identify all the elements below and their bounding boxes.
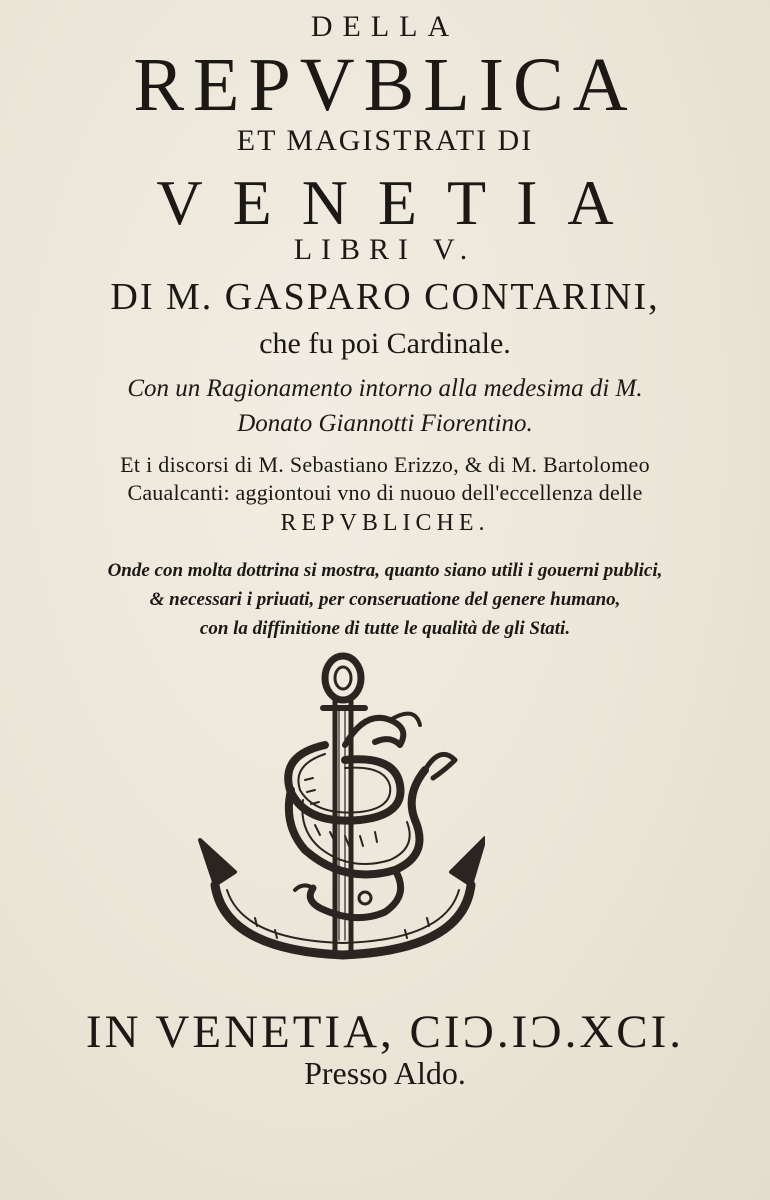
- author-line: DI M. GASPARO CONTARINI,: [110, 276, 660, 318]
- aldine-anchor-and-dolphin-icon: [195, 650, 485, 1005]
- title-line-venetia: VENETIA: [156, 167, 644, 238]
- onde-line-2: & necessari i priuati, per conseruatione del genere humano,: [149, 589, 621, 610]
- onde-line-3: con la diffinitione di tutte le qualità de gli Stati.: [199, 618, 571, 639]
- discorsi-line-2: Caualcanti: aggiontoui vno di nuouo dell'eccellenza delle: [127, 480, 643, 505]
- title-line-et-magistrati: ET MAGISTRATI DI: [236, 124, 534, 157]
- repubbliche-line: REPVBLICHE.: [280, 510, 490, 536]
- printer-line: Presso Aldo.: [304, 1055, 466, 1091]
- ragionamento-line-1: Con un Ragionamento intorno alla medesima di M.: [127, 375, 643, 402]
- onde-line-1: Onde con molta dottrina si mostra, quanto siano utili i gouerni publici,: [107, 560, 663, 581]
- ragionamento-line-2: Donato Giannotti Fiorentino.: [237, 410, 533, 437]
- title-line-republica: REPVBLICA: [133, 43, 637, 127]
- author-subtitle: che fu poi Cardinale.: [259, 327, 511, 360]
- title-line-della: DELLA: [310, 10, 460, 43]
- imprint-line: IN VENETIA, CIƆ.IƆ.XCI.: [85, 1006, 685, 1058]
- title-line-libri: LIBRI V.: [293, 233, 477, 266]
- discorsi-line-1: Et i discorsi di M. Sebastiano Erizzo, & di M. Bartolomeo: [120, 452, 650, 477]
